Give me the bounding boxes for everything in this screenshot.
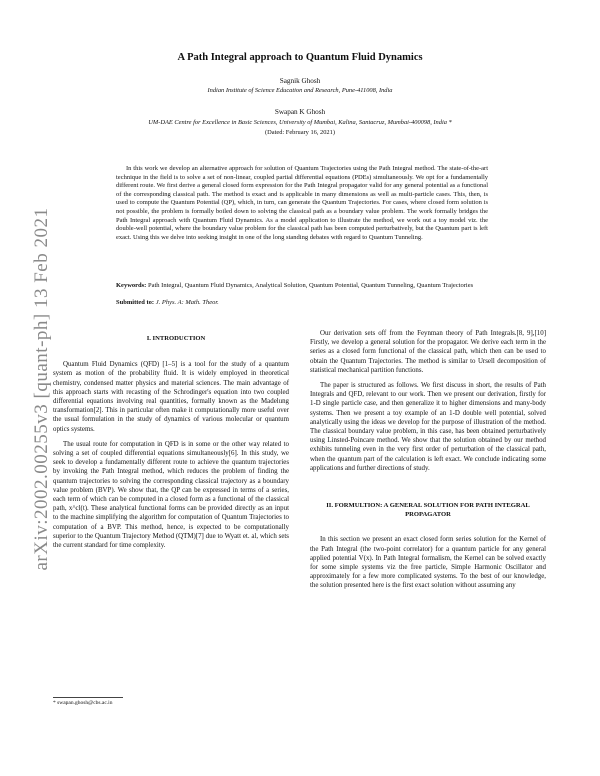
submitted-to	[116, 299, 488, 306]
arxiv-sidebar-stamp: arXiv:2002.00255v3 [quant-ph] 13 Feb 2021	[31, 207, 52, 571]
submitted-label: Submitted to:	[116, 299, 155, 306]
right-paragraph-3: In this section we present an exact closed form series solution for the Kernel of the Path Integral (the two-point correlator) for a quantum particle for any general applied potential V(x). In Path Integral formalism, the Kernel can be solved exactly for some simple systems viz the free particle, Simple Harmonic Oscillator and approximately for a few more complicated systems. To the best of our knowledge, the solution presented here is the first exact solution without assuming any	[310, 536, 546, 590]
journal-name: J. Phys. A: Math. Theor.	[155, 299, 219, 306]
author-1: Sagnik Ghosh	[279, 77, 321, 85]
intro-paragraph-2: The usual route for computation in QFD is in some or the other way related to solving a set of coupled differential equations simultaneously[6]. In this study, we seek to develop a fundamentally different route to achieve the quantum trajectories by invoking the Path Integral method, which reduces the problem of finding the quantum trajectories to solving the corresponding classical trajectory as a boundary value problem (BVP). We show that, the QP can be expressed in terms of a series, each term of which can be computed in a closed form as a functional of the classical path, x^cl(t). These analytical functional forms can be provided directly as an input to the machine simplifying the algorithm for computation of Quantum Trajectories to computation of a BVP. This method, hence, is expected to be computationally superior to the Quantum Trajectory Method (QTM)[7] due to Wyatt et. al, which sets the current standard for time complexity.	[53, 440, 289, 550]
right-paragraph-2: The paper is structured as follows. We first discuss in short, the results of Path Integrals and QFD, relevant to our work. Then we present our derivation, firstly for 1-D single particle case, and then generalize it to higher dimensions and many-body systems. Then we present a toy example of an 1-D double well potential, solved analytically using the ideas we develop for the purpose of illustration of the method. The classical boundary value problem, in this case, has been obtained perturbatively using Linsted-Poincare method. We show that the solution obtained by our method exhibits tunneling even in the very first order of perturbation of the classical path, when the quantum part of the calculation is left exact. We conclude indicating some applications and further directions of study.	[310, 382, 546, 472]
paper-title: A Path Integral approach to Quantum Fluid Dynamics	[177, 52, 423, 63]
affiliation-2: UM-DAE Centre for Excellence in Basic Sciences, University of Mumbai, Kalina, Santacruz, Mumbai-400098, India *	[148, 119, 452, 126]
author-2: Swapan K Ghosh	[274, 108, 326, 116]
right-column	[310, 329, 546, 597]
date-line: (Dated: February 16, 2021)	[265, 129, 335, 136]
section-heading-formulation: II. FORMULTION: A GENERAL SOLUTION FOR PATH INTEGRAL PROPAGATOR	[326, 502, 530, 519]
right-paragraph-1: Our derivation sets off from the Feynman theory of Path Integrals.[8, 9],[10] Firstly, we develop a general solution for the propagator. We derive each term in the series as a closed form functional of the classical path, which then can be used to obtain the Quantum Trajectories. The method is similar to Ursell decomposition of statistical mechanical partition functions.	[310, 330, 546, 374]
abstract: In this work we develop an alternative approach for solution of Quantum Trajectories using the Path Integral method. The state-of-the-art technique in the field is to solve a set of non-linear, coupled partial differential equations (PDEs) simultaneously. We opt for a fundamentally different route. We first derive a general closed form expression for the Path Integral propagator valid for any general potential as a functional of the corresponding classical path. The method is exact and is applicable in many dimensions as well as multi-particle cases. This, then, is used to compute the Quantum Potential (QP), which, in turn, can generate the Quantum Trajectories. For cases, where closed form solution is not possible, the problem is formally boiled down to solving the classical path as a boundary value problem. The work formally bridges the Path Integral approach with Quantum Fluid Dynamics. As a model application to illustrate the method, we work out a toy model viz. the double-well potential, where the boundary value problem for the classical path has been computed perturbatively, but the Quantum part is left exact. Using this we delve into seeking insight in one of the long standing debates with regard to Quantum Tunneling.	[116, 165, 488, 241]
footnote-email: * swapan.ghosh@cbs.ac.in	[53, 700, 113, 706]
left-column	[53, 334, 289, 556]
keywords-text: Path Integral, Quantum Fluid Dynamics, Analytical Solution, Quantum Potential, Quantum Tunneling, Quantum Trajectories	[147, 282, 474, 289]
section-heading-introduction: I. INTRODUCTION	[146, 335, 206, 342]
keywords-label: Keywords:	[116, 282, 147, 289]
footnote-rule	[53, 697, 123, 698]
affiliation-1: Indian Institute of Science Education and Research, Pune-411008, India	[207, 87, 393, 94]
intro-paragraph-1: Quantum Fluid Dynamics (QFD) [1–5] is a tool for the study of a quantum system as motion of the probability fluid. It is widely employed in theoretical chemistry, condensed matter physics and material sciences. The main advantage of this approach starts with recasting of the Schrodinger's equation into two coupled differential equations involving real quantities, formally known as the Madelung transformation[2]. This in particular often make it computationally more useful over the usual formulation in the study of dynamics of various molecular or quantum optics systems.	[53, 361, 289, 433]
keywords	[116, 282, 488, 291]
